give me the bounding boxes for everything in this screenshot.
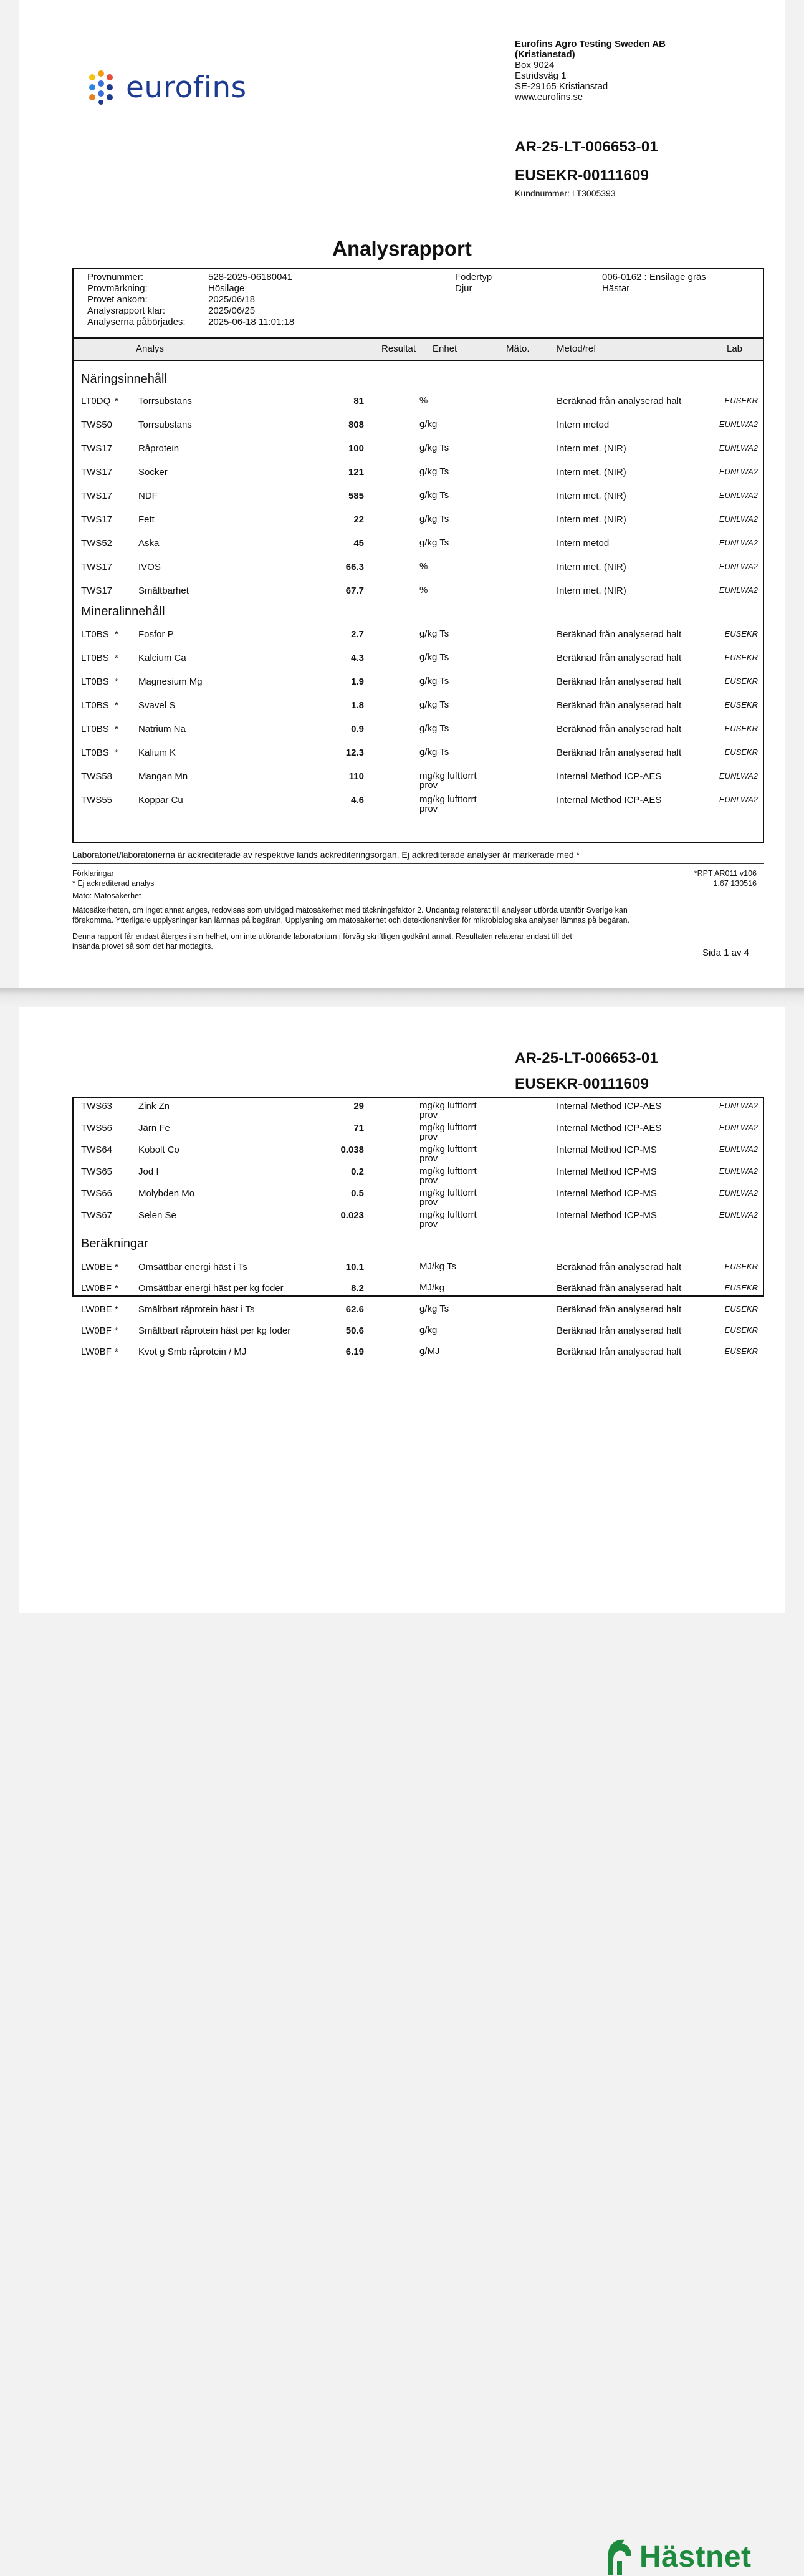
lab-name-sub: (Kristianstad) [515,49,575,60]
result-value: 808 [348,420,364,430]
analysis-code: LW0BE [81,1262,112,1272]
unit-line-1: mg/kg lufttorrt [419,1100,477,1111]
lab-code: EUSEKR [724,1325,758,1335]
analysis-name: Omsättbar energi häst per kg foder [138,1283,284,1294]
unit-line-2: prov [419,1197,438,1208]
unit-line-1: mg/kg lufttorrt [419,771,477,781]
table-row [74,1262,763,1277]
unit: g/kg Ts [419,723,449,734]
unit [419,1145,477,1163]
result-value: 0.038 [340,1145,364,1155]
lab-code: EUNLWA2 [719,795,758,804]
unit: % [419,585,428,595]
unit: g/kg [419,419,438,430]
analysis-name: Smältbarhet [138,585,189,596]
method: Internal Method ICP-MS [557,1166,657,1177]
analysis-code: LW0BF [81,1347,112,1357]
method: Beräknad från analyserad halt [557,1262,682,1272]
method: Beräknad från analyserad halt [557,676,682,687]
djur-label: Djur [455,283,472,294]
table-row [74,1144,763,1164]
lab-code: EUNLWA2 [719,1123,758,1132]
result-value: 45 [353,538,364,549]
lab-code: EUNLWA2 [719,562,758,571]
unit: g/kg [419,1325,438,1335]
section-naringsinnehall: Näringsinnehåll [81,372,167,386]
method: Intern met. (NIR) [557,585,626,596]
footer-divider [72,863,764,864]
lab-code: EUSEKR [724,724,758,733]
results-table-page1 [72,360,764,843]
unit [419,795,477,814]
method: Beräknad från analyserad halt [557,396,682,406]
result-value: 121 [348,467,364,478]
result-value: 22 [353,514,364,525]
method: Beräknad från analyserad halt [557,1283,682,1294]
sample-info [72,268,764,339]
lab-code: EUNLWA2 [719,771,758,781]
table-row [74,538,763,553]
lab-code: EUNLWA2 [719,420,758,429]
result-value: 6.19 [345,1347,364,1357]
analysis-code: LW0BF [81,1283,112,1294]
analysis-code: LT0BS [81,629,109,640]
analysis-name: Jod I [138,1166,159,1177]
analysis-name: Selen Se [138,1210,176,1221]
page-number: Sida 1 av 4 [702,948,749,958]
analysis-code: TWS17 [81,585,113,596]
table-row [74,724,763,739]
method: Intern met. (NIR) [557,562,626,572]
table-row [74,467,763,482]
method: Internal Method ICP-AES [557,795,662,805]
table-row [74,1166,763,1186]
unit-line-1: mg/kg lufttorrt [419,1188,477,1198]
analysis-code: TWS17 [81,514,113,525]
result-value: 4.6 [351,795,364,805]
table-header [72,339,764,361]
analysis-code: TWS63 [81,1101,113,1112]
section-mineralinnehall: Mineralinnehåll [81,605,165,618]
method: Internal Method ICP-AES [557,1101,662,1112]
method: Intern met. (NIR) [557,467,626,478]
paborjades-value: 2025-06-18 11:01:18 [208,317,295,327]
col-metod: Metod/ref [557,344,596,354]
matosakerhet-line-1: Mätosäkerheten, om inget annat anges, redovisas som utvidgad mätosäkerhet med täckningsfaktor 2. Undantag relaterat till analyser utförda utanför Sverige kan [72,906,628,915]
unit-line-2: prov [419,1175,438,1186]
method: Internal Method ICP-MS [557,1145,657,1155]
table-row [74,1188,763,1208]
method: Beräknad från analyserad halt [557,1325,682,1336]
table-row [74,585,763,600]
result-value: 0.9 [351,724,364,734]
table-row [74,420,763,435]
unit: g/kg Ts [419,747,449,757]
method: Internal Method ICP-AES [557,771,662,782]
table-row [74,1347,763,1362]
customer-number: Kundnummer: LT3005393 [515,188,616,198]
unit: g/kg Ts [419,490,449,501]
eurofins-dots-icon [82,69,120,106]
lab-code: EUSEKR [724,1347,758,1356]
forklaringar: Förklaringar [72,869,114,878]
lab-code: EUNLWA2 [719,538,758,547]
analysis-name: Socker [138,467,168,478]
table-row [74,514,763,529]
table-row [74,491,763,506]
result-value: 2.7 [351,629,364,640]
results-table-page2 [72,1097,764,1357]
analysis-code: TWS55 [81,795,113,805]
lab-code: EUNLWA2 [719,1145,758,1154]
eusekr-number-p2: EUSEKR-00111609 [515,1075,649,1092]
table-row [74,653,763,668]
table-row [74,1304,763,1319]
analysis-code: LT0BS [81,724,109,734]
method: Intern met. (NIR) [557,491,626,501]
non-accredited-marker: * [115,396,118,406]
analysis-name: Koppar Cu [138,795,183,805]
provnummer-label: Provnummer: [87,272,144,282]
lab-code: EUSEKR [724,676,758,686]
result-value: 67.7 [345,585,364,596]
unit-line-2: prov [419,1110,438,1120]
result-value: 62.6 [345,1304,364,1315]
unit: MJ/kg Ts [419,1261,456,1272]
lab-code: EUSEKR [724,1304,758,1314]
analysis-code: LT0BS [81,676,109,687]
klar-label: Analysrapport klar: [87,305,166,316]
analysis-code: TWS65 [81,1166,113,1177]
col-analys: Analys [136,344,165,354]
unit [419,771,477,790]
result-value: 1.8 [351,700,364,711]
unit [419,1210,477,1229]
lab-code: EUSEKR [724,1283,758,1292]
non-accredited-marker: * [115,1325,118,1336]
analysis-name: Smältbart råprotein häst per kg foder [138,1325,291,1336]
col-lab: Lab [727,344,743,354]
unit-line-2: prov [419,1153,438,1164]
result-value: 12.3 [345,747,364,758]
table-row [74,1325,763,1340]
analysis-name: Magnesium Mg [138,676,203,687]
analysis-name: Aska [138,538,160,549]
col-mato: Mäto. [506,344,530,354]
unit-line-1: mg/kg lufttorrt [419,1144,477,1155]
non-accredited-marker: * [115,653,118,663]
table-row [74,443,763,458]
analysis-name: NDF [138,491,158,501]
unit-line-1: mg/kg lufttorrt [419,1166,477,1176]
fodertyp-value: 006-0162 : Ensilage gräs [602,272,706,282]
analysis-name: Kobolt Co [138,1145,179,1155]
result-value: 1.9 [351,676,364,687]
aterges-line-2: insända provet så som det har mottagits. [72,942,213,951]
table-row [74,771,763,791]
lab-code: EUNLWA2 [719,1166,758,1176]
table-row [74,629,763,644]
table-row [74,747,763,762]
method: Beräknad från analyserad halt [557,747,682,758]
hastnet-horse-icon [605,2537,634,2576]
page-separator [0,988,804,1007]
result-value: 110 [348,771,364,782]
analysis-code: LT0BS [81,747,109,758]
djur-value: Hästar [602,283,630,294]
lab-web: www.eurofins.se [515,92,583,102]
analysis-name: Omsättbar energi häst i Ts [138,1262,247,1272]
result-value: 10.1 [345,1262,364,1272]
analysis-code: TWS50 [81,420,113,430]
result-value: 0.2 [351,1166,364,1177]
table-row [74,1122,763,1142]
analysis-name: Torrsubstans [138,420,192,430]
lab-code: EUSEKR [724,700,758,709]
unit: g/kg Ts [419,628,449,639]
lab-street: Estridsväg 1 [515,70,567,81]
table-row [74,1283,763,1298]
analysis-name: Järn Fe [138,1123,170,1133]
matosakerhet-line-2: förekomma. Ytterligare upplysningar kan lämnas på begäran. Upplysning om mätosäkerhet och detektionsnivåer för mikrobiologiska analyser lämnas på begäran. [72,916,630,925]
lab-code: EUNLWA2 [719,491,758,500]
analysis-name: Molybden Mo [138,1188,195,1199]
unit: g/kg Ts [419,1304,449,1314]
result-value: 4.3 [351,653,364,663]
unit: g/kg Ts [419,676,449,686]
result-value: 81 [353,396,364,406]
non-accredited-marker: * [115,629,118,640]
analysis-name: Fett [138,514,155,525]
unit: % [419,395,428,406]
mato-explanation: Mäto: Mätosäkerhet [72,892,141,900]
unit: g/kg Ts [419,443,449,453]
method: Intern met. (NIR) [557,443,626,454]
unit: g/kg Ts [419,699,449,710]
method: Beräknad från analyserad halt [557,1304,682,1315]
non-accredited-marker: * [115,700,118,711]
unit-line-2: prov [419,804,438,814]
lab-code: EUNLWA2 [719,1101,758,1110]
analysis-name: Torrsubstans [138,396,192,406]
non-accredited-marker: * [115,1347,118,1357]
analysis-code: LW0BE [81,1304,112,1315]
hastnet-watermark [605,2537,752,2576]
analysis-code: LW0BF [81,1325,112,1336]
unit: MJ/kg [419,1282,445,1293]
fodertyp-label: Fodertyp [455,272,492,282]
unit [419,1123,477,1141]
eurofins-wordmark: eurofins [126,70,247,105]
analysis-code: LT0DQ [81,396,111,406]
non-accredited-marker: * [115,747,118,758]
method: Intern met. (NIR) [557,514,626,525]
unit: g/MJ [419,1346,440,1357]
unit: g/kg Ts [419,652,449,663]
result-value: 8.2 [351,1283,364,1294]
result-value: 71 [353,1123,364,1133]
eurofins-logo [82,69,247,106]
unit [419,1101,477,1120]
analysis-name: Råprotein [138,443,179,454]
analysis-name: Natrium Na [138,724,186,734]
rpt-code: *RPT AR011 v106 [694,869,757,878]
analysis-name: IVOS [138,562,161,572]
method: Internal Method ICP-AES [557,1123,662,1133]
lab-code: EUNLWA2 [719,1188,758,1198]
non-accredited-marker: * [115,1262,118,1272]
analysis-code: TWS67 [81,1210,113,1221]
lab-code: EUSEKR [724,653,758,662]
ankom-label: Provet ankom: [87,294,148,305]
lab-code: EUSEKR [724,396,758,405]
non-accredited-marker: * [115,1283,118,1294]
analysis-name: Fosfor P [138,629,174,640]
unit-line-2: prov [419,1219,438,1229]
lab-code: EUNLWA2 [719,467,758,476]
analysis-code: TWS17 [81,491,113,501]
analysis-code: LT0BS [81,700,109,711]
table-row [74,794,763,814]
provmarkning-label: Provmärkning: [87,283,148,294]
unit: % [419,561,428,572]
accreditation-note: Laboratoriet/laboratorierna är ackrediterade av respektive lands ackrediteringsorgan. Ej ackrediterade analyser är markerade med * [72,850,580,860]
lab-address [515,39,666,102]
result-value: 29 [353,1101,364,1112]
method: Beräknad från analyserad halt [557,700,682,711]
result-value: 0.5 [351,1188,364,1199]
provmarkning-value: Hösilage [208,283,245,294]
col-resultat: Resultat [381,344,416,354]
non-accredited-marker: * [115,1304,118,1315]
lab-code: EUNLWA2 [719,514,758,524]
col-enhet: Enhet [433,344,457,354]
analysis-name: Kalcium Ca [138,653,186,663]
section-berakningar: Beräkningar [81,1237,148,1251]
unit: g/kg Ts [419,537,449,548]
eusekr-number: EUSEKR-00111609 [515,167,649,184]
result-value: 585 [348,491,364,501]
analysis-name: Kvot g Smb råprotein / MJ [138,1347,247,1357]
analysis-code: TWS17 [81,467,113,478]
result-value: 0.023 [340,1210,364,1221]
method: Beräknad från analyserad halt [557,1347,682,1357]
method: Intern metod [557,420,610,430]
analysis-name: Kalium K [138,747,176,758]
analysis-code: LT0BS [81,653,109,663]
paborjades-label: Analyserna påbörjades: [87,317,186,327]
table-row [74,1209,763,1229]
ar-number-p2: AR-25-LT-006653-01 [515,1050,658,1067]
unit: g/kg Ts [419,466,449,477]
ej-ackrediterad: * Ej ackrediterad analys [72,879,155,888]
unit-line-1: mg/kg lufttorrt [419,794,477,805]
method: Internal Method ICP-MS [557,1188,657,1199]
table-row [74,396,763,411]
table-row [74,1100,763,1120]
provnummer-value: 528-2025-06180041 [208,272,293,282]
method: Beräknad från analyserad halt [557,724,682,734]
lab-code: EUNLWA2 [719,585,758,595]
hastnet-wordmark: Hästnet [639,2540,752,2574]
method: Beräknad från analyserad halt [557,629,682,640]
table-row [74,676,763,691]
table-row [74,700,763,715]
result-value: 50.6 [345,1325,364,1336]
aterges-line-1: Denna rapport får endast återges i sin helhet, om inte utförande laboratorium i förväg skriftligen godkänt annat. Resultaten relaterar endast till det [72,932,572,941]
report-page-2 [19,1007,785,2574]
analysis-name: Smältbart råprotein häst i Ts [138,1304,255,1315]
analysis-code: TWS17 [81,562,113,572]
ankom-value: 2025/06/18 [208,294,256,305]
table-row [74,562,763,577]
unit-line-2: prov [419,1132,438,1142]
lab-code: EUSEKR [724,629,758,638]
method: Internal Method ICP-MS [557,1210,657,1221]
lab-city: SE-29165 Kristianstad [515,81,608,92]
analysis-code: TWS66 [81,1188,113,1199]
method: Beräknad från analyserad halt [557,653,682,663]
unit: g/kg Ts [419,514,449,524]
unit [419,1166,477,1185]
ar-number: AR-25-LT-006653-01 [515,138,658,155]
analysis-code: TWS56 [81,1123,113,1133]
analysis-code: TWS58 [81,771,113,782]
non-accredited-marker: * [115,724,118,734]
lab-code: EUSEKR [724,747,758,757]
analysis-code: TWS17 [81,443,113,454]
unit-line-1: mg/kg lufttorrt [419,1209,477,1220]
result-value: 66.3 [345,562,364,572]
unit-line-1: mg/kg lufttorrt [419,1122,477,1133]
analysis-name: Svavel S [138,700,176,711]
lab-code: EUNLWA2 [719,1210,758,1219]
method: Intern metod [557,538,610,549]
rpt-version: 1.67 130516 [713,879,757,888]
analysis-name: Mangan Mn [138,771,188,782]
lab-box: Box 9024 [515,60,555,70]
non-accredited-marker: * [115,676,118,687]
analysis-code: TWS52 [81,538,113,549]
lab-code: EUSEKR [724,1262,758,1271]
analysis-name: Zink Zn [138,1101,170,1112]
result-value: 100 [348,443,364,454]
lab-name: Eurofins Agro Testing Sweden AB [515,39,666,49]
analysis-code: TWS64 [81,1145,113,1155]
unit-line-2: prov [419,780,438,791]
report-page-1 [19,0,785,988]
unit [419,1188,477,1207]
klar-value: 2025/06/25 [208,305,256,316]
lab-code: EUNLWA2 [719,443,758,453]
report-title: Analysrapport [332,237,472,260]
